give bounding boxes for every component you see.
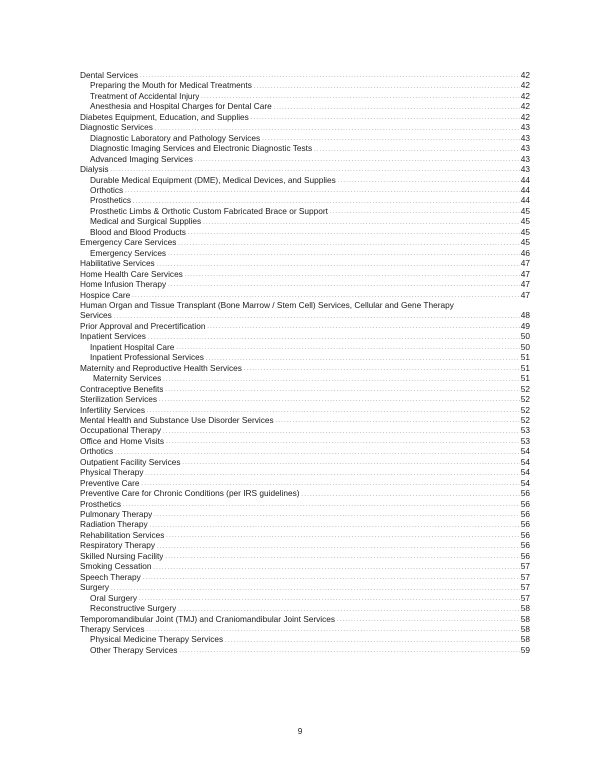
toc-dot-leader bbox=[113, 312, 520, 319]
toc-dot-leader bbox=[125, 187, 521, 194]
toc-entry-label: Hospice Care bbox=[80, 289, 131, 300]
toc-entry[interactable] bbox=[80, 519, 530, 529]
toc-dot-leader bbox=[275, 417, 520, 424]
toc-entry-label: Orthotics bbox=[80, 446, 114, 457]
toc-entry[interactable] bbox=[80, 143, 530, 153]
toc-dot-leader bbox=[153, 563, 520, 570]
toc-entry[interactable] bbox=[80, 112, 530, 122]
toc-dot-leader bbox=[110, 166, 520, 173]
toc-entry[interactable] bbox=[80, 384, 530, 394]
toc-dot-leader bbox=[147, 406, 521, 413]
toc-entry[interactable] bbox=[80, 373, 530, 383]
toc-entry-label: Prosthetic Limbs & Orthotic Custom Fabricated Brace or Support bbox=[90, 205, 328, 216]
toc-dot-leader bbox=[273, 103, 520, 110]
toc-entry-page: 44 bbox=[520, 174, 530, 185]
toc-entry-label: Prosthetics bbox=[80, 498, 122, 509]
toc-entry-label: Emergency Care Services bbox=[80, 237, 177, 248]
toc-dot-leader bbox=[205, 354, 520, 361]
toc-dot-leader bbox=[159, 396, 521, 403]
toc-entry-label: Dialysis bbox=[80, 164, 109, 175]
toc-dot-leader bbox=[139, 595, 521, 602]
toc-entry-label: Diagnostic Laboratory and Pathology Services bbox=[90, 132, 261, 143]
toc-entry-page: 52 bbox=[520, 383, 530, 394]
toc-entry-label: Physical Medicine Therapy Services bbox=[90, 634, 224, 645]
toc-entry-page: 51 bbox=[520, 352, 530, 363]
toc-dot-leader bbox=[145, 469, 520, 476]
toc-entry[interactable] bbox=[80, 634, 530, 644]
toc-entry[interactable] bbox=[80, 195, 530, 205]
toc-dot-leader bbox=[182, 459, 520, 466]
toc-entry[interactable] bbox=[80, 478, 530, 488]
toc-entry-label: Diabetes Equipment, Education, and Supplies bbox=[80, 111, 249, 122]
toc-entry-label: Surgery bbox=[80, 582, 110, 593]
toc-entry-page: 43 bbox=[520, 153, 530, 164]
toc-entry-label: Speech Therapy bbox=[80, 571, 141, 582]
toc-entry-label: Infertility Services bbox=[80, 404, 146, 415]
toc-dot-leader bbox=[166, 438, 521, 445]
toc-entry-label: Anesthesia and Hospital Charges for Dental Care bbox=[90, 101, 272, 112]
toc-entry-page: 47 bbox=[520, 289, 530, 300]
toc-entry-label: Orthotics bbox=[90, 184, 124, 195]
toc-entry-page: 57 bbox=[520, 582, 530, 593]
toc-dot-leader bbox=[187, 229, 520, 236]
toc-entry[interactable] bbox=[80, 405, 530, 415]
toc-dot-leader bbox=[156, 260, 520, 267]
toc-dot-leader bbox=[337, 615, 521, 622]
toc-entry-label: Prosthetics bbox=[90, 195, 132, 206]
toc-entry[interactable] bbox=[80, 645, 530, 655]
toc-dot-leader bbox=[165, 553, 520, 560]
toc-entry-page: 47 bbox=[520, 258, 530, 269]
toc-entry[interactable] bbox=[80, 363, 530, 373]
toc-entry-label: Durable Medical Equipment (DME), Medical Devices, and Supplies bbox=[90, 174, 336, 185]
toc-entry-page: 42 bbox=[520, 70, 530, 80]
toc-entry-page: 54 bbox=[520, 467, 530, 478]
toc-entry-label: Smoking Cessation bbox=[80, 561, 152, 572]
toc-entry-page: 50 bbox=[520, 331, 530, 342]
toc-entry-page: 46 bbox=[520, 247, 530, 258]
toc-entry[interactable] bbox=[80, 122, 530, 132]
toc-dot-leader bbox=[178, 239, 520, 246]
toc-entry-label: Occupational Therapy bbox=[80, 425, 162, 436]
toc-entry[interactable] bbox=[80, 91, 530, 101]
toc-entry-page: 47 bbox=[520, 268, 530, 279]
toc-dot-leader bbox=[314, 145, 521, 152]
toc-entry-label: Habilitative Services bbox=[80, 258, 155, 269]
toc-entry[interactable] bbox=[80, 415, 530, 425]
toc-entry-page: 54 bbox=[520, 446, 530, 457]
toc-entry-page: 58 bbox=[520, 603, 530, 614]
toc-dot-leader bbox=[176, 344, 520, 351]
toc-entry-page: 56 bbox=[520, 488, 530, 499]
toc-entry-label: Blood and Blood Products bbox=[90, 226, 186, 237]
toc-entry-page: 56 bbox=[520, 509, 530, 520]
toc-entry[interactable] bbox=[80, 530, 530, 540]
toc-entry[interactable] bbox=[80, 331, 530, 341]
toc-entry-page: 58 bbox=[520, 624, 530, 635]
toc-dot-leader bbox=[140, 72, 521, 79]
toc-entry[interactable] bbox=[80, 593, 530, 603]
toc-entry[interactable] bbox=[80, 300, 530, 310]
toc-entry-label: Inpatient Professional Services bbox=[90, 352, 204, 363]
toc-dot-leader bbox=[243, 365, 520, 372]
toc-entry[interactable] bbox=[80, 133, 530, 143]
toc-dot-leader bbox=[154, 124, 520, 131]
toc-entry-label: Oral Surgery bbox=[90, 592, 138, 603]
toc-entry[interactable] bbox=[80, 561, 530, 571]
toc-dot-leader bbox=[262, 135, 521, 142]
toc-entry[interactable] bbox=[80, 310, 530, 320]
toc-dot-leader bbox=[203, 218, 521, 225]
toc-dot-leader bbox=[250, 114, 520, 121]
toc-entry-label: Skilled Nursing Facility bbox=[80, 550, 164, 561]
toc-entry-label: Treatment of Accidental Injury bbox=[90, 90, 200, 101]
toc-entry-label: Mental Health and Substance Use Disorder Services bbox=[80, 414, 274, 425]
toc-entry-page: 56 bbox=[520, 540, 530, 551]
toc-entry-label: Radiation Therapy bbox=[80, 519, 148, 530]
toc-entry-label: Human Organ and Tissue Transplant (Bone Marrow / Stem Cell) Services, Cellular and Gene Therapy bbox=[80, 299, 454, 310]
toc-entry-page: 52 bbox=[520, 394, 530, 405]
toc-entry-page: 53 bbox=[520, 425, 530, 436]
toc-entry-label: Contraceptive Benefits bbox=[80, 383, 164, 394]
toc-entry-page: 56 bbox=[520, 498, 530, 509]
toc-entry-page: 45 bbox=[520, 226, 530, 237]
toc-entry-page: 57 bbox=[520, 571, 530, 582]
toc-entry-page: 56 bbox=[520, 529, 530, 540]
toc-entry-page: 43 bbox=[520, 164, 530, 175]
toc-dot-leader bbox=[142, 574, 520, 581]
toc-entry-page: 42 bbox=[520, 90, 530, 101]
toc-entry[interactable] bbox=[80, 279, 530, 289]
toc-dot-leader bbox=[184, 270, 520, 277]
toc-entry-page: 52 bbox=[520, 414, 530, 425]
toc-entry[interactable] bbox=[80, 551, 530, 561]
toc-entry-label: Preventive Care bbox=[80, 477, 140, 488]
toc-dot-leader bbox=[194, 155, 520, 162]
toc-dot-leader bbox=[201, 93, 520, 100]
toc-entry[interactable] bbox=[80, 572, 530, 582]
toc-entry-label: Home Infusion Therapy bbox=[80, 279, 167, 290]
toc-entry[interactable] bbox=[80, 509, 530, 519]
toc-entry[interactable] bbox=[80, 80, 530, 90]
toc-entry-page: 43 bbox=[520, 143, 530, 154]
toc-dot-leader bbox=[178, 605, 521, 612]
toc-entry-page: 51 bbox=[520, 373, 530, 384]
toc-entry[interactable] bbox=[80, 258, 530, 268]
page-number: 9 bbox=[297, 726, 303, 736]
toc-entry-page: 45 bbox=[520, 237, 530, 248]
toc-dot-leader bbox=[147, 333, 520, 340]
toc-entry[interactable] bbox=[80, 446, 530, 456]
toc-entry-page: 50 bbox=[520, 341, 530, 352]
toc-entry-label: Prior Approval and Precertification bbox=[80, 320, 206, 331]
toc-entry[interactable] bbox=[80, 321, 530, 331]
toc-dot-leader bbox=[207, 323, 520, 330]
toc-entry[interactable] bbox=[80, 540, 530, 550]
toc-entry-label: Maternity Services bbox=[93, 373, 162, 384]
toc-entry-page: 47 bbox=[520, 279, 530, 290]
toc-dot-leader bbox=[123, 500, 521, 507]
toc-entry-page: 56 bbox=[520, 550, 530, 561]
toc-entry-label: Advanced Imaging Services bbox=[90, 153, 193, 164]
toc-entry-label: Medical and Surgical Supplies bbox=[90, 216, 202, 227]
toc-entry-page: 58 bbox=[520, 634, 530, 645]
toc-entry-label: Emergency Services bbox=[90, 247, 167, 258]
toc-entry[interactable] bbox=[80, 394, 530, 404]
toc-entry[interactable] bbox=[80, 488, 530, 498]
toc-entry-label: Therapy Services bbox=[80, 624, 145, 635]
toc-entry-page: 59 bbox=[520, 644, 530, 655]
toc-dot-leader bbox=[225, 636, 521, 643]
toc-entry[interactable] bbox=[80, 582, 530, 592]
toc-dot-leader bbox=[146, 626, 520, 633]
toc-entry-page: 52 bbox=[520, 404, 530, 415]
toc-dot-leader bbox=[165, 385, 520, 392]
toc-dot-leader bbox=[141, 480, 520, 487]
toc-dot-leader bbox=[163, 375, 521, 382]
toc-entry[interactable] bbox=[80, 101, 530, 111]
toc-entry[interactable] bbox=[80, 216, 530, 226]
toc-entry[interactable] bbox=[80, 614, 530, 624]
toc-entry-page: 57 bbox=[520, 592, 530, 603]
toc-dot-leader bbox=[301, 490, 520, 497]
toc-entry-page: 42 bbox=[520, 101, 530, 112]
toc-entry-label: Rehabilitation Services bbox=[80, 529, 165, 540]
toc-entry[interactable] bbox=[80, 227, 530, 237]
toc-entry-page: 51 bbox=[520, 362, 530, 373]
toc-entry-label: Home Health Care Services bbox=[80, 268, 183, 279]
toc-entry-label: Sterilization Services bbox=[80, 394, 158, 405]
toc-entry-label: Respiratory Therapy bbox=[80, 540, 156, 551]
toc-entry[interactable] bbox=[80, 467, 530, 477]
toc-entry[interactable] bbox=[80, 269, 530, 279]
toc-dot-leader bbox=[163, 427, 521, 434]
toc-dot-leader bbox=[329, 208, 520, 215]
toc-dot-leader bbox=[115, 448, 521, 455]
toc-dot-leader bbox=[337, 176, 520, 183]
toc-entry[interactable] bbox=[80, 624, 530, 634]
toc-entry-page: 44 bbox=[520, 184, 530, 195]
toc-entry-label: Preparing the Mouth for Medical Treatments bbox=[90, 80, 252, 91]
toc-entry-page: 44 bbox=[520, 195, 530, 206]
toc-entry-page: 54 bbox=[520, 456, 530, 467]
toc-entry-page: 48 bbox=[520, 310, 530, 321]
toc-entry-page: 45 bbox=[520, 205, 530, 216]
toc-entry-page: 57 bbox=[520, 561, 530, 572]
toc-entry-label: Dental Services bbox=[80, 70, 139, 80]
toc-entry[interactable] bbox=[80, 342, 530, 352]
toc-entry[interactable] bbox=[80, 206, 530, 216]
toc-entry-label: Maternity and Reproductive Health Services bbox=[80, 362, 242, 373]
toc-dot-leader bbox=[168, 250, 521, 257]
toc-entry-page: 56 bbox=[520, 519, 530, 530]
toc-dot-leader bbox=[133, 197, 521, 204]
toc-entry[interactable] bbox=[80, 248, 530, 258]
toc-entry[interactable] bbox=[80, 175, 530, 185]
toc-entry-label: Outpatient Facility Services bbox=[80, 456, 181, 467]
toc-dot-leader bbox=[154, 511, 521, 518]
toc-entry[interactable] bbox=[80, 154, 530, 164]
toc-entry-page: 43 bbox=[520, 122, 530, 133]
toc-entry-page: 58 bbox=[520, 613, 530, 624]
toc-entry[interactable] bbox=[80, 352, 530, 362]
toc-entry-page: 49 bbox=[520, 320, 530, 331]
toc-entry-page: 53 bbox=[520, 435, 530, 446]
toc-entry-label: Inpatient Hospital Care bbox=[90, 341, 175, 352]
toc-entry[interactable] bbox=[80, 425, 530, 435]
toc-entry-label: Services bbox=[80, 310, 112, 321]
toc-dot-leader bbox=[111, 584, 521, 591]
toc-entry-label: Reconstructive Surgery bbox=[90, 603, 177, 614]
toc-entry-label: Diagnostic Imaging Services and Electronic Diagnostic Tests bbox=[90, 143, 313, 154]
toc-dot-leader bbox=[132, 291, 521, 298]
toc-entry[interactable] bbox=[80, 185, 530, 195]
toc-entry-label: Diagnostic Services bbox=[80, 122, 153, 133]
toc-entry-label: Office and Home Visits bbox=[80, 435, 165, 446]
toc-entry[interactable] bbox=[80, 290, 530, 300]
toc-entry-page: 43 bbox=[520, 132, 530, 143]
toc-entry[interactable] bbox=[80, 436, 530, 446]
toc-entry-label: Pulmonary Therapy bbox=[80, 509, 153, 520]
toc-entry-page: 45 bbox=[520, 216, 530, 227]
toc-entry[interactable] bbox=[80, 70, 530, 80]
toc-entry-page: 54 bbox=[520, 477, 530, 488]
toc-dot-leader bbox=[149, 521, 520, 528]
toc-entry-page: 42 bbox=[520, 111, 530, 122]
toc-entry[interactable] bbox=[80, 603, 530, 613]
toc-entry-label: Preventive Care for Chronic Conditions (per IRS guidelines) bbox=[80, 488, 300, 499]
toc-entry[interactable] bbox=[80, 457, 530, 467]
toc-entry-label: Temporomandibular Joint (TMJ) and Craniomandibular Joint Services bbox=[80, 613, 336, 624]
toc-dot-leader bbox=[253, 82, 520, 89]
table-of-contents bbox=[80, 70, 530, 655]
toc-entry-label: Inpatient Services bbox=[80, 331, 146, 342]
toc-dot-leader bbox=[157, 542, 521, 549]
toc-entry-page: 42 bbox=[520, 80, 530, 91]
toc-entry-label: Other Therapy Services bbox=[90, 644, 178, 655]
toc-dot-leader bbox=[179, 647, 520, 654]
toc-entry[interactable] bbox=[80, 499, 530, 509]
toc-entry[interactable] bbox=[80, 164, 530, 174]
toc-dot-leader bbox=[166, 532, 520, 539]
toc-dot-leader bbox=[168, 281, 521, 288]
toc-entry-label: Physical Therapy bbox=[80, 467, 144, 478]
toc-entry[interactable] bbox=[80, 237, 530, 247]
